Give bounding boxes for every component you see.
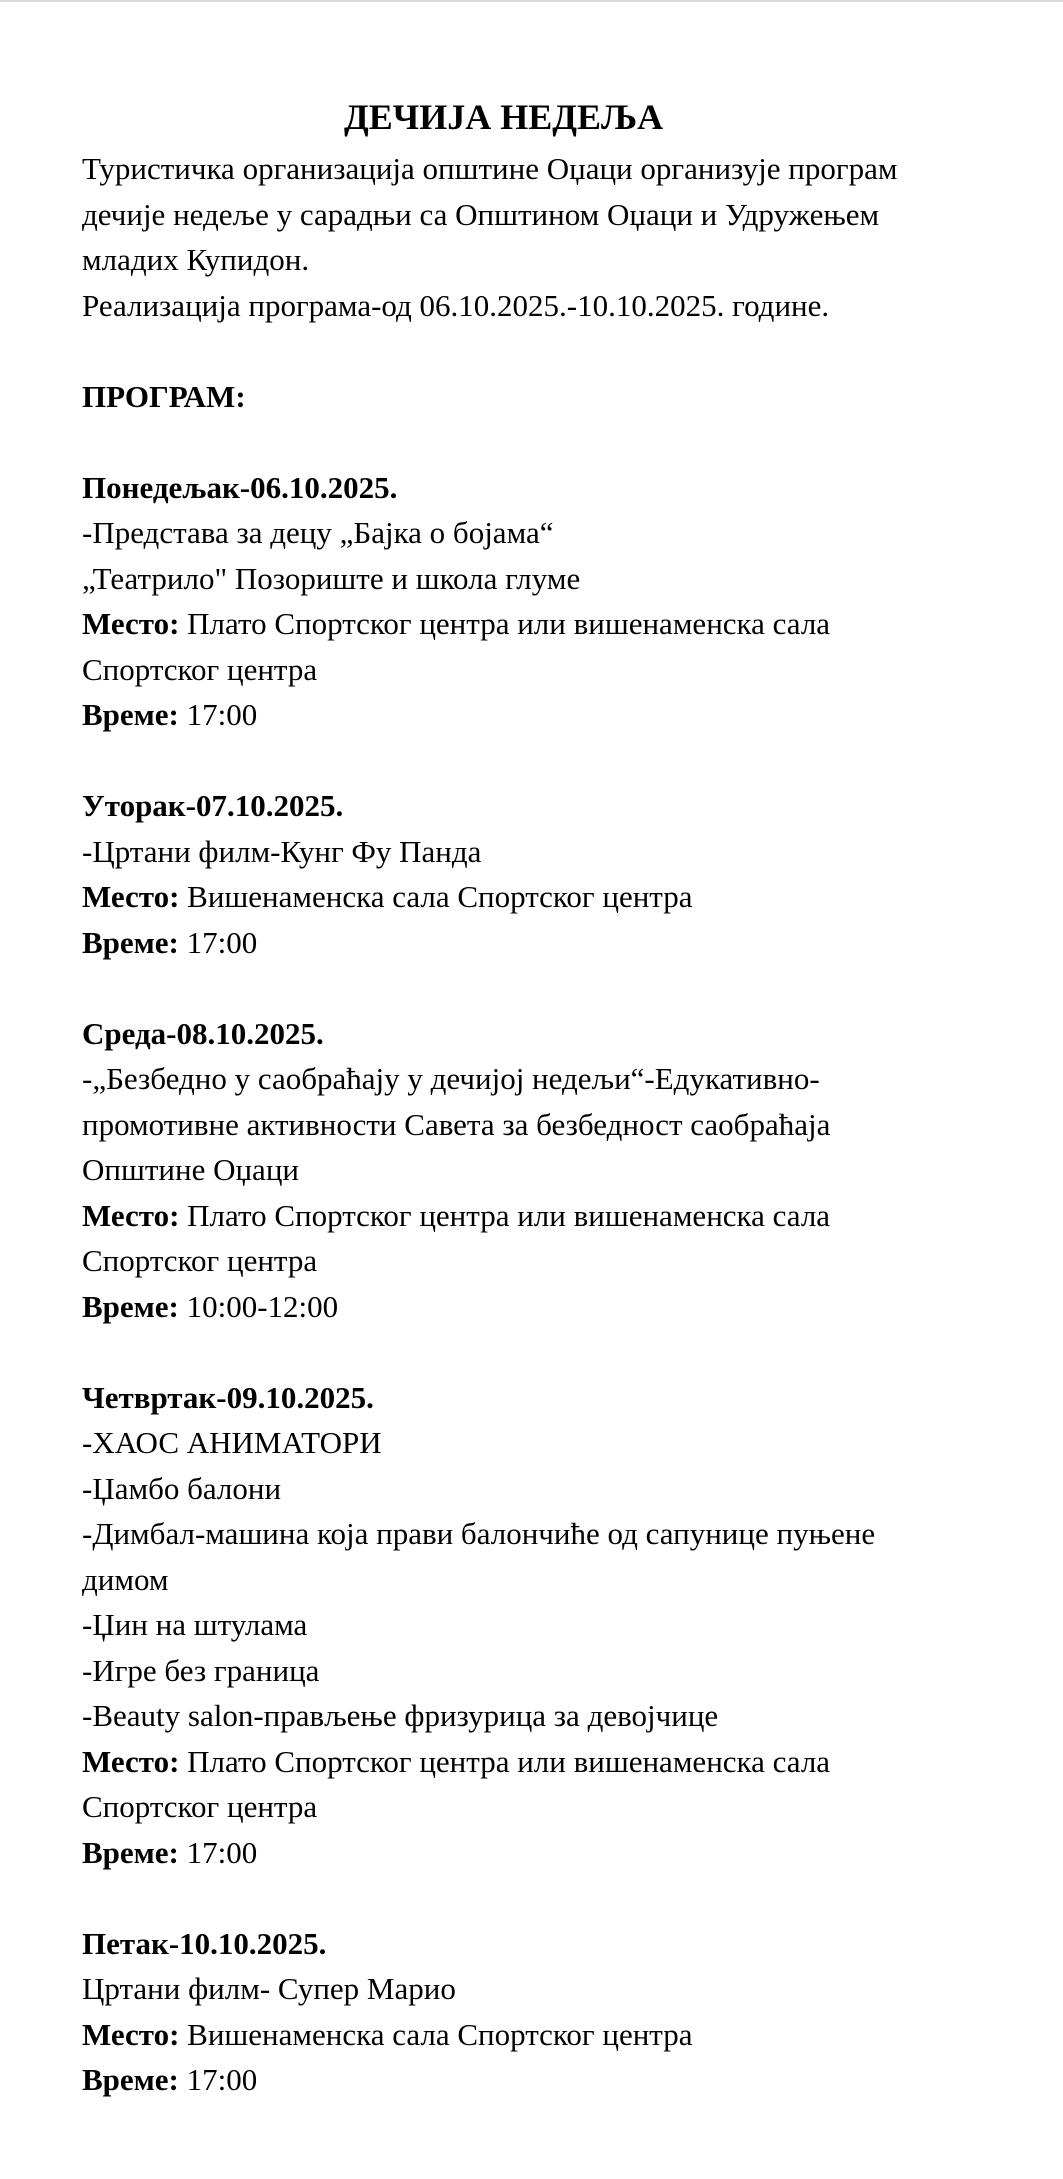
place-label: Место: xyxy=(82,1743,180,1779)
day-heading: Петак-10.10.2025. xyxy=(82,1925,327,1961)
place-continuation: Спортског центра xyxy=(82,1243,318,1278)
day-section-tuesday xyxy=(82,783,1042,965)
day-section-monday xyxy=(82,465,1042,738)
place-label: Место: xyxy=(82,1197,180,1233)
time-value: 17:00 xyxy=(178,1834,258,1870)
intro-dates-line: Реализација програма-од 06.10.2025.-10.10.2025. године. xyxy=(82,287,830,323)
event-item: -Џамбо балони xyxy=(82,1470,282,1506)
time-value: 17:00 xyxy=(178,2062,258,2097)
top-divider xyxy=(0,0,1063,2)
time-label: Време: xyxy=(82,924,179,960)
time-label: Време: xyxy=(82,1288,179,1324)
intro-line: Туристичка организација општине Оџаци организује програм xyxy=(82,151,898,186)
time-value: 10:00-12:00 xyxy=(178,1288,339,1324)
event-item: -Димбал-машина која прави балончиће од сапунице пуњене xyxy=(82,1516,876,1551)
time-line xyxy=(82,920,1042,966)
event-item: „Театрило" Позориште и школа глуме xyxy=(82,560,581,596)
day-heading: Четвртак-09.10.2025. xyxy=(82,1379,374,1415)
place-label: Место: xyxy=(82,606,180,641)
day-heading: Уторак-07.10.2025. xyxy=(82,788,344,823)
day-section-wednesday xyxy=(82,1011,1042,1330)
event-item: -Џин на штулама xyxy=(82,1607,308,1642)
time-value: 17:00 xyxy=(178,697,258,732)
place-value: Плато Спортског центра или вишенаменска сала xyxy=(179,606,831,641)
time-line xyxy=(82,2057,1042,2103)
place-value: Плато Спортског центра или вишенаменска сала xyxy=(179,1743,831,1779)
time-label: Време: xyxy=(82,697,179,732)
event-item: промотивне активности Савета за безбедност саобраћаја xyxy=(82,1106,831,1142)
event-item: -ХАОС АНИМАТОРИ xyxy=(82,1425,382,1460)
document-title: ДЕЧИЈА НЕДЕЉА xyxy=(344,97,664,137)
event-item: -„Безбедно у саобраћају у дечијој недељи“-Едукативно- xyxy=(82,1061,820,1096)
place-label: Место: xyxy=(82,2016,180,2052)
program-heading: ПРОГРАМ: xyxy=(82,378,246,414)
intro-paragraph xyxy=(82,146,1042,328)
place-line xyxy=(82,1193,1042,1239)
time-line xyxy=(82,692,1042,738)
time-label: Време: xyxy=(82,1834,179,1870)
time-value: 17:00 xyxy=(178,924,258,960)
place-line xyxy=(82,1739,1042,1785)
event-item: димом xyxy=(82,1561,169,1597)
day-heading: Понедељак-06.10.2025. xyxy=(82,469,398,505)
intro-line: младих Купидон. xyxy=(82,242,310,277)
place-value: Вишенаменска сала Спортског центра xyxy=(179,879,693,914)
event-item: -Представа за децу „Бајка о бојама“ xyxy=(82,515,554,550)
time-line xyxy=(82,1830,1042,1876)
time-line xyxy=(82,1284,1042,1330)
place-line xyxy=(82,601,1042,647)
event-item: -Цртани филм-Кунг Фу Панда xyxy=(82,833,482,869)
place-line xyxy=(82,2012,1042,2058)
place-value: Вишенаменска сала Спортског центра xyxy=(179,2016,693,2052)
event-item: -Игре без граница xyxy=(82,1652,320,1688)
place-value: Плато Спортског центра или вишенаменска сала xyxy=(179,1197,831,1233)
intro-line: дечије недеље у сарадњи са Општином Оџаци и Удружењем xyxy=(82,196,880,232)
place-line xyxy=(82,874,1042,920)
event-item: Општине Оџаци xyxy=(82,1152,299,1187)
place-continuation: Спортског центра xyxy=(82,1789,318,1824)
place-continuation: Спортског центра xyxy=(82,651,318,687)
document-page xyxy=(82,88,1042,2103)
day-section-friday xyxy=(82,1921,1042,2103)
place-label: Место: xyxy=(82,879,180,914)
day-section-thursday xyxy=(82,1375,1042,1876)
event-item: -Beauty salon-прављење фризурица за девојчице xyxy=(82,1698,719,1733)
day-heading: Среда-08.10.2025. xyxy=(82,1015,324,1051)
time-label: Време: xyxy=(82,2062,179,2097)
event-item: Цртани филм- Супер Марио xyxy=(82,1971,456,2006)
